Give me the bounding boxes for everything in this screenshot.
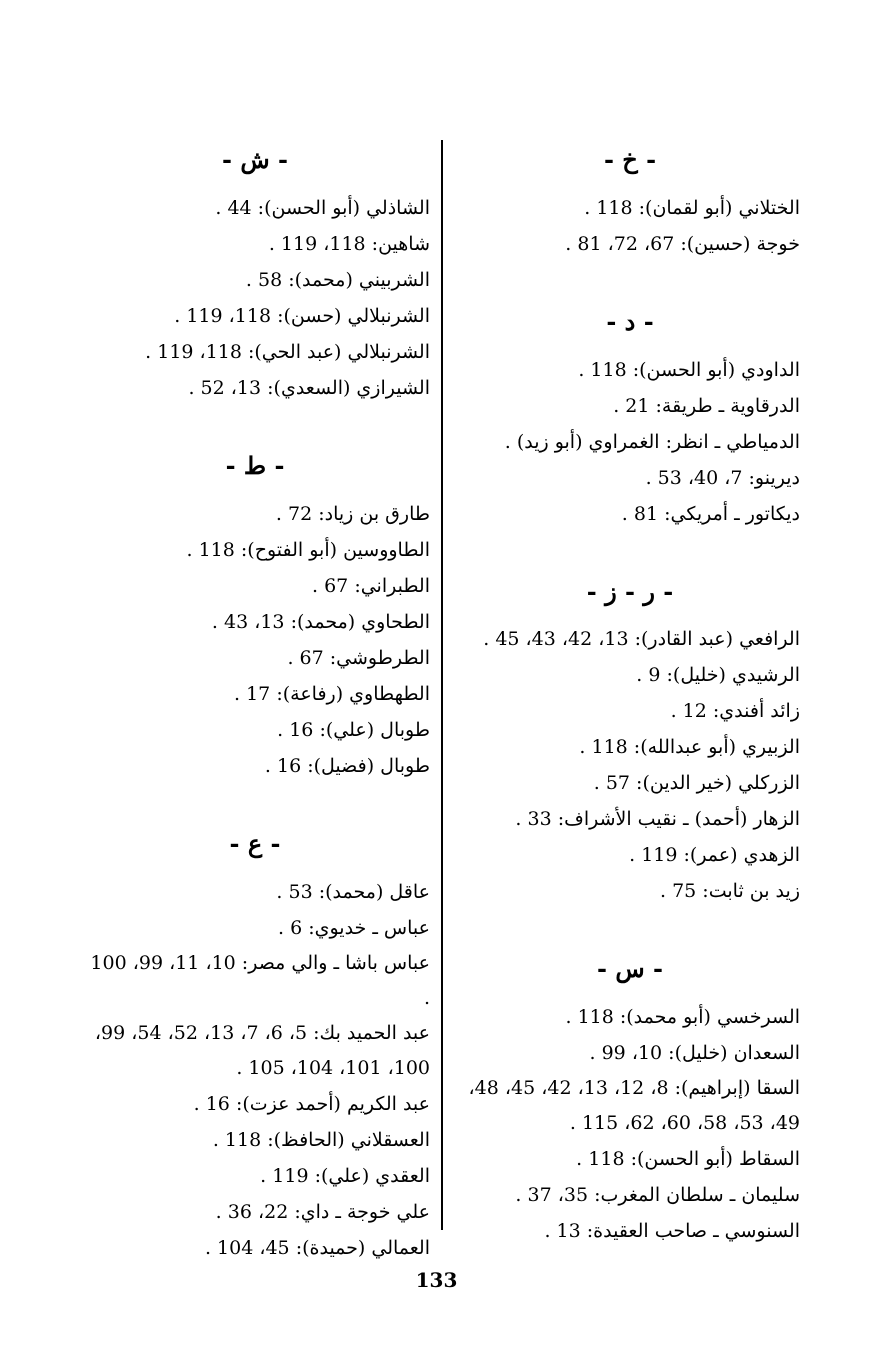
index-entry: الشربيني (محمد): 58 . — [245, 269, 430, 291]
index-entry: زائد أفندي: 12 . — [670, 700, 800, 722]
section-heading: - ع - — [229, 829, 281, 858]
index-entry: طوبال (علي): 16 . — [277, 719, 430, 741]
index-entry: طارق بن زياد: 72 . — [275, 503, 430, 525]
index-entry: عبد الكريم (أحمد عزت): 16 . — [193, 1093, 430, 1115]
section-heading: - ط - — [225, 451, 285, 480]
index-entry: الرافعي (عبد القادر): 13، 42، 43، 45 . — [483, 628, 800, 650]
page-number: 133 — [415, 1268, 458, 1292]
section-heading: - د - — [606, 307, 654, 336]
section-heading: - ش - — [222, 145, 288, 174]
index-entry: الزهدي (عمر): 119 . — [629, 844, 800, 866]
index-entry: خوجة (حسين): 67، 72، 81 . — [565, 233, 800, 255]
index-entry: السقا (إبراهيم): 8، 12، 13، 42، 45، 48، 49، 53، 58، 60، 62، 115 . — [468, 1077, 800, 1134]
index-entry: السعدان (خليل): 10، 99 . — [589, 1042, 800, 1064]
index-entry: علي خوجة ـ داي: 22، 36 . — [215, 1201, 430, 1223]
index-entry: الشاذلي (أبو الحسن): 44 . — [215, 197, 430, 219]
index-entry: الطاووسين (أبو الفتوح): 118 . — [186, 539, 430, 561]
index-entry: سليمان ـ سلطان المغرب: 35، 37 . — [515, 1184, 800, 1206]
index-entry: عباس باشا ـ والي مصر: 10، 11، 99، 100 . — [90, 952, 430, 1009]
index-entry: عباس ـ خديوي: 6 . — [277, 917, 430, 939]
index-entry: ديرينو: 7، 40، 53 . — [645, 467, 800, 489]
index-entry: الدمياطي ـ انظر: الغمراوي (أبو زيد) . — [504, 431, 800, 453]
index-entry: السقاط (أبو الحسن): 118 . — [576, 1148, 800, 1170]
index-entry: السنوسي ـ صاحب العقيدة: 13 . — [544, 1220, 800, 1242]
index-entry: الزبيري (أبو عبدالله): 118 . — [579, 736, 800, 758]
index-entry: شاهين: 118، 119 . — [268, 233, 430, 255]
index-entry: الشيرازي (السعدي): 13، 52 . — [188, 377, 430, 399]
index-entry: العمالي (حميدة): 45، 104 . — [204, 1237, 430, 1259]
section-heading: - خ - — [603, 145, 657, 174]
index-entry: عاقل (محمد): 53 . — [276, 881, 430, 903]
index-column-left — [80, 140, 430, 1266]
index-entry: الشرنبلالي (عبد الحي): 118، 119 . — [145, 341, 430, 363]
index-entry: الشرنبلالي (حسن): 118، 119 . — [174, 305, 430, 327]
index-entry: الزهار (أحمد) ـ نقيب الأشراف: 33 . — [515, 808, 800, 830]
index-entry: ديكاتور ـ أمريكي: 81 . — [621, 503, 800, 525]
index-entry: الطبراني: 67 . — [312, 575, 430, 597]
index-entry: الطرطوشي: 67 . — [287, 647, 430, 669]
index-entry: الختلاني (أبو لقمان): 118 . — [584, 197, 800, 219]
index-entry: الطهطاوي (رفاعة): 17 . — [234, 683, 430, 705]
section-heading: - ر - ز - — [586, 577, 674, 606]
section-heading: - س - — [597, 954, 663, 983]
index-entry: الداودي (أبو الحسن): 118 . — [578, 359, 800, 381]
index-entry: طوبال (فضيل): 16 . — [264, 755, 430, 777]
index-entry: الرشيدي (خليل): 9 . — [636, 664, 800, 686]
index-column-right — [460, 140, 800, 1249]
index-entry: الدرقاوية ـ طريقة: 21 . — [613, 395, 800, 417]
index-entry: العقدي (علي): 119 . — [260, 1165, 430, 1187]
index-entry: عبد الحميد بك: 5، 6، 7، 13، 52، 54، 99، 100، 101، 104، 105 . — [94, 1022, 430, 1079]
index-entry: الزركلي (خير الدين): 57 . — [593, 772, 800, 794]
index-entry: السرخسي (أبو محمد): 118 . — [565, 1006, 800, 1028]
column-divider — [441, 140, 443, 1230]
index-entry: زيد بن ثابت: 75 . — [659, 880, 800, 902]
index-entry: الطحاوي (محمد): 13، 43 . — [211, 611, 430, 633]
index-entry: العسقلاني (الحافظ): 118 . — [212, 1129, 430, 1151]
